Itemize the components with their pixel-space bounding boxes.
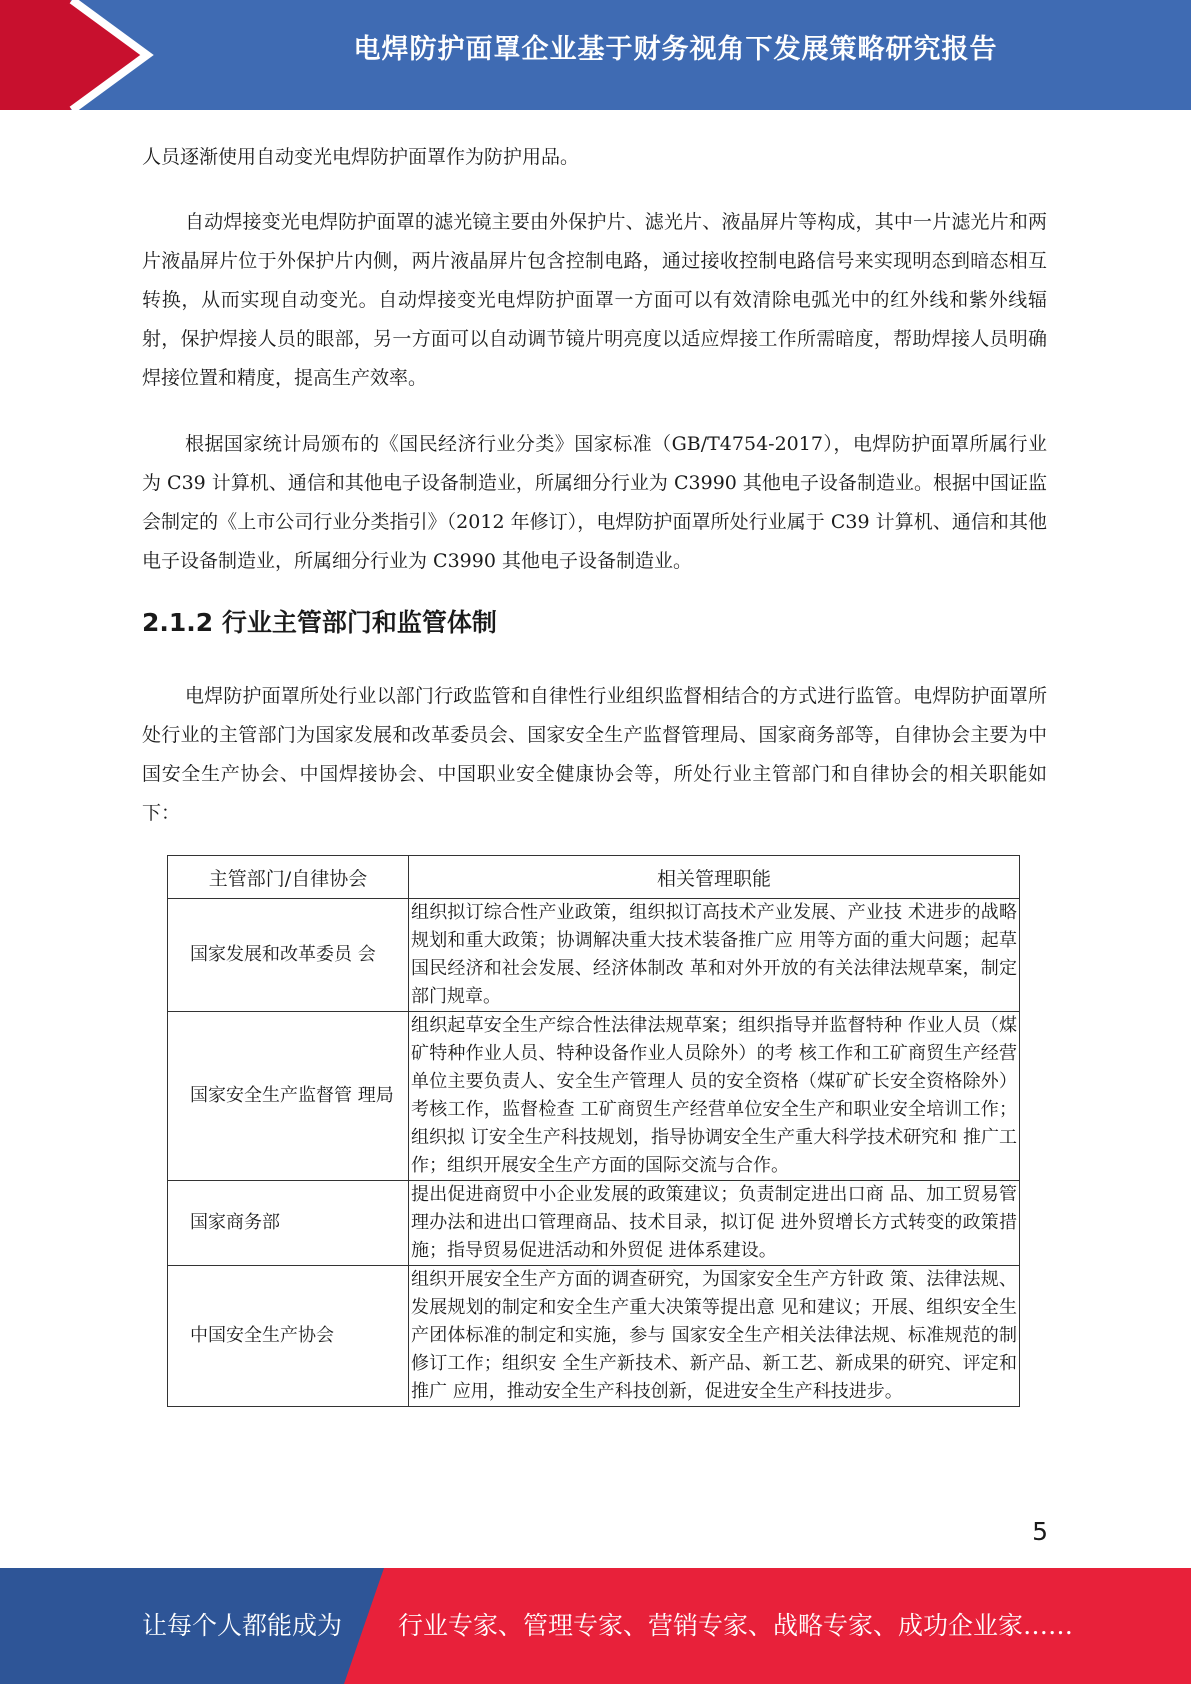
- table-row: [168, 1266, 1020, 1407]
- table-cell-dept: 中国安全生产协会: [168, 1266, 409, 1407]
- footer-slogan-right: 行业专家、管理专家、营销专家、战略专家、成功企业家……: [398, 1611, 1074, 1640]
- page-footer: [0, 1568, 1191, 1684]
- table-cell-func: 组织起草安全生产综合性法律法规草案；组织指导并监督特种 作业人员（煤矿特种作业人员、特种设备作业人员除外）的考 核工作和工矿商贸生产经营单位主要负责人、安全生产管理人 员的安全资格（煤矿矿长安全资格除外）考核工作，监督检查 工矿商贸生产经营单位安全生产和职业安全培训工作；组织拟 订安全生产科技规划，指导协调安全生产重大科学技术研究和 推广工作；组织开展安全生产方面的国际交流与合作。: [409, 1012, 1020, 1181]
- regulatory-duties-table: [167, 855, 1020, 1407]
- table-cell-dept: 国家安全生产监督管 理局: [168, 1012, 409, 1181]
- footer-slogan-left: 让每个人都能成为: [142, 1611, 343, 1640]
- table-row: [168, 899, 1020, 1012]
- table-header-dept: 主管部门/自律协会: [168, 856, 409, 899]
- table-header-row: [168, 856, 1020, 899]
- page-header: [0, 0, 1191, 110]
- table-cell-func: 组织拟订综合性产业政策，组织拟订高技术产业发展、产业技 术进步的战略规划和重大政策；协调解决重大技术装备推广应 用等方面的重大问题；起草国民经济和社会发展、经济体制改 革和对外开放的有关法律法规草案，制定部门规章。: [409, 899, 1020, 1012]
- page-number: 5: [1032, 1517, 1048, 1546]
- paragraph-4: 电焊防护面罩所处行业以部门行政监管和自律性行业组织监督相结合的方式进行监管。电焊防护面罩所处行业的主管部门为国家发展和改革委员会、国家安全生产监督管理局、国家商务部等，自律协会主要为中国安全生产协会、中国焊接协会、中国职业安全健康协会等，所处行业主管部门和自律协会的相关职能如下：: [142, 685, 1047, 824]
- header-title: 电焊防护面罩企业基于财务视角下发展策略研究报告: [353, 34, 998, 65]
- paragraph-1: 人员逐渐使用自动变光电焊防护面罩作为防护用品。: [142, 146, 580, 168]
- table-row: [168, 1181, 1020, 1266]
- table-cell-func: 组织开展安全生产方面的调查研究，为国家安全生产方针政 策、法律法规、发展规划的制定和安全生产重大决策等提出意 见和建议；开展、组织安全生产团体标准的制定和实施，参与 国家安全生产相关法律法规、标准规范的制修订工作；组织安 全生产新技术、新产品、新工艺、新成果的研究、评定和推广 应用，推动安全生产科技创新，促进安全生产科技进步。: [409, 1266, 1020, 1407]
- table-header-func: 相关管理职能: [409, 856, 1020, 899]
- paragraph-2: 自动焊接变光电焊防护面罩的滤光镜主要由外保护片、滤光片、液晶屏片等构成，其中一片滤光片和两片液晶屏片位于外保护片内侧，两片液晶屏片包含控制电路，通过接收控制电路信号来实现明态到暗态相互转换，从而实现自动变光。自动焊接变光电焊防护面罩一方面可以有效清除电弧光中的红外线和紫外线辐射，保护焊接人员的眼部，另一方面可以自动调节镜片明亮度以适应焊接工作所需暗度，帮助焊接人员明确焊接位置和精度，提高生产效率。: [142, 211, 1047, 389]
- section-heading: 2.1.2 行业主管部门和监管体制: [142, 608, 497, 637]
- table-row: [168, 1012, 1020, 1181]
- table-cell-func: 提出促进商贸中小企业发展的政策建议；负责制定进出口商 品、加工贸易管理办法和进出口管理商品、技术目录，拟订促 进外贸增长方式转变的政策措施；指导贸易促进活动和外贸促 进体系建设。: [409, 1181, 1020, 1266]
- table-cell-dept: 国家商务部: [168, 1181, 409, 1266]
- table-cell-dept: 国家发展和改革委员 会: [168, 899, 409, 1012]
- paragraph-3: 根据国家统计局颁布的《国民经济行业分类》国家标准（GB/T4754-2017），电焊防护面罩所属行业为 C39 计算机、通信和其他电子设备制造业，所属细分行业为 C3990 其他电子设备制造业。根据中国证监会制定的《上市公司行业分类指引》（2012 年修订），电焊防护面罩所处行业属于 C39 计算机、通信和其他电子设备制造业，所属细分行业为 C3990 其他电子设备制造业。: [142, 433, 1047, 572]
